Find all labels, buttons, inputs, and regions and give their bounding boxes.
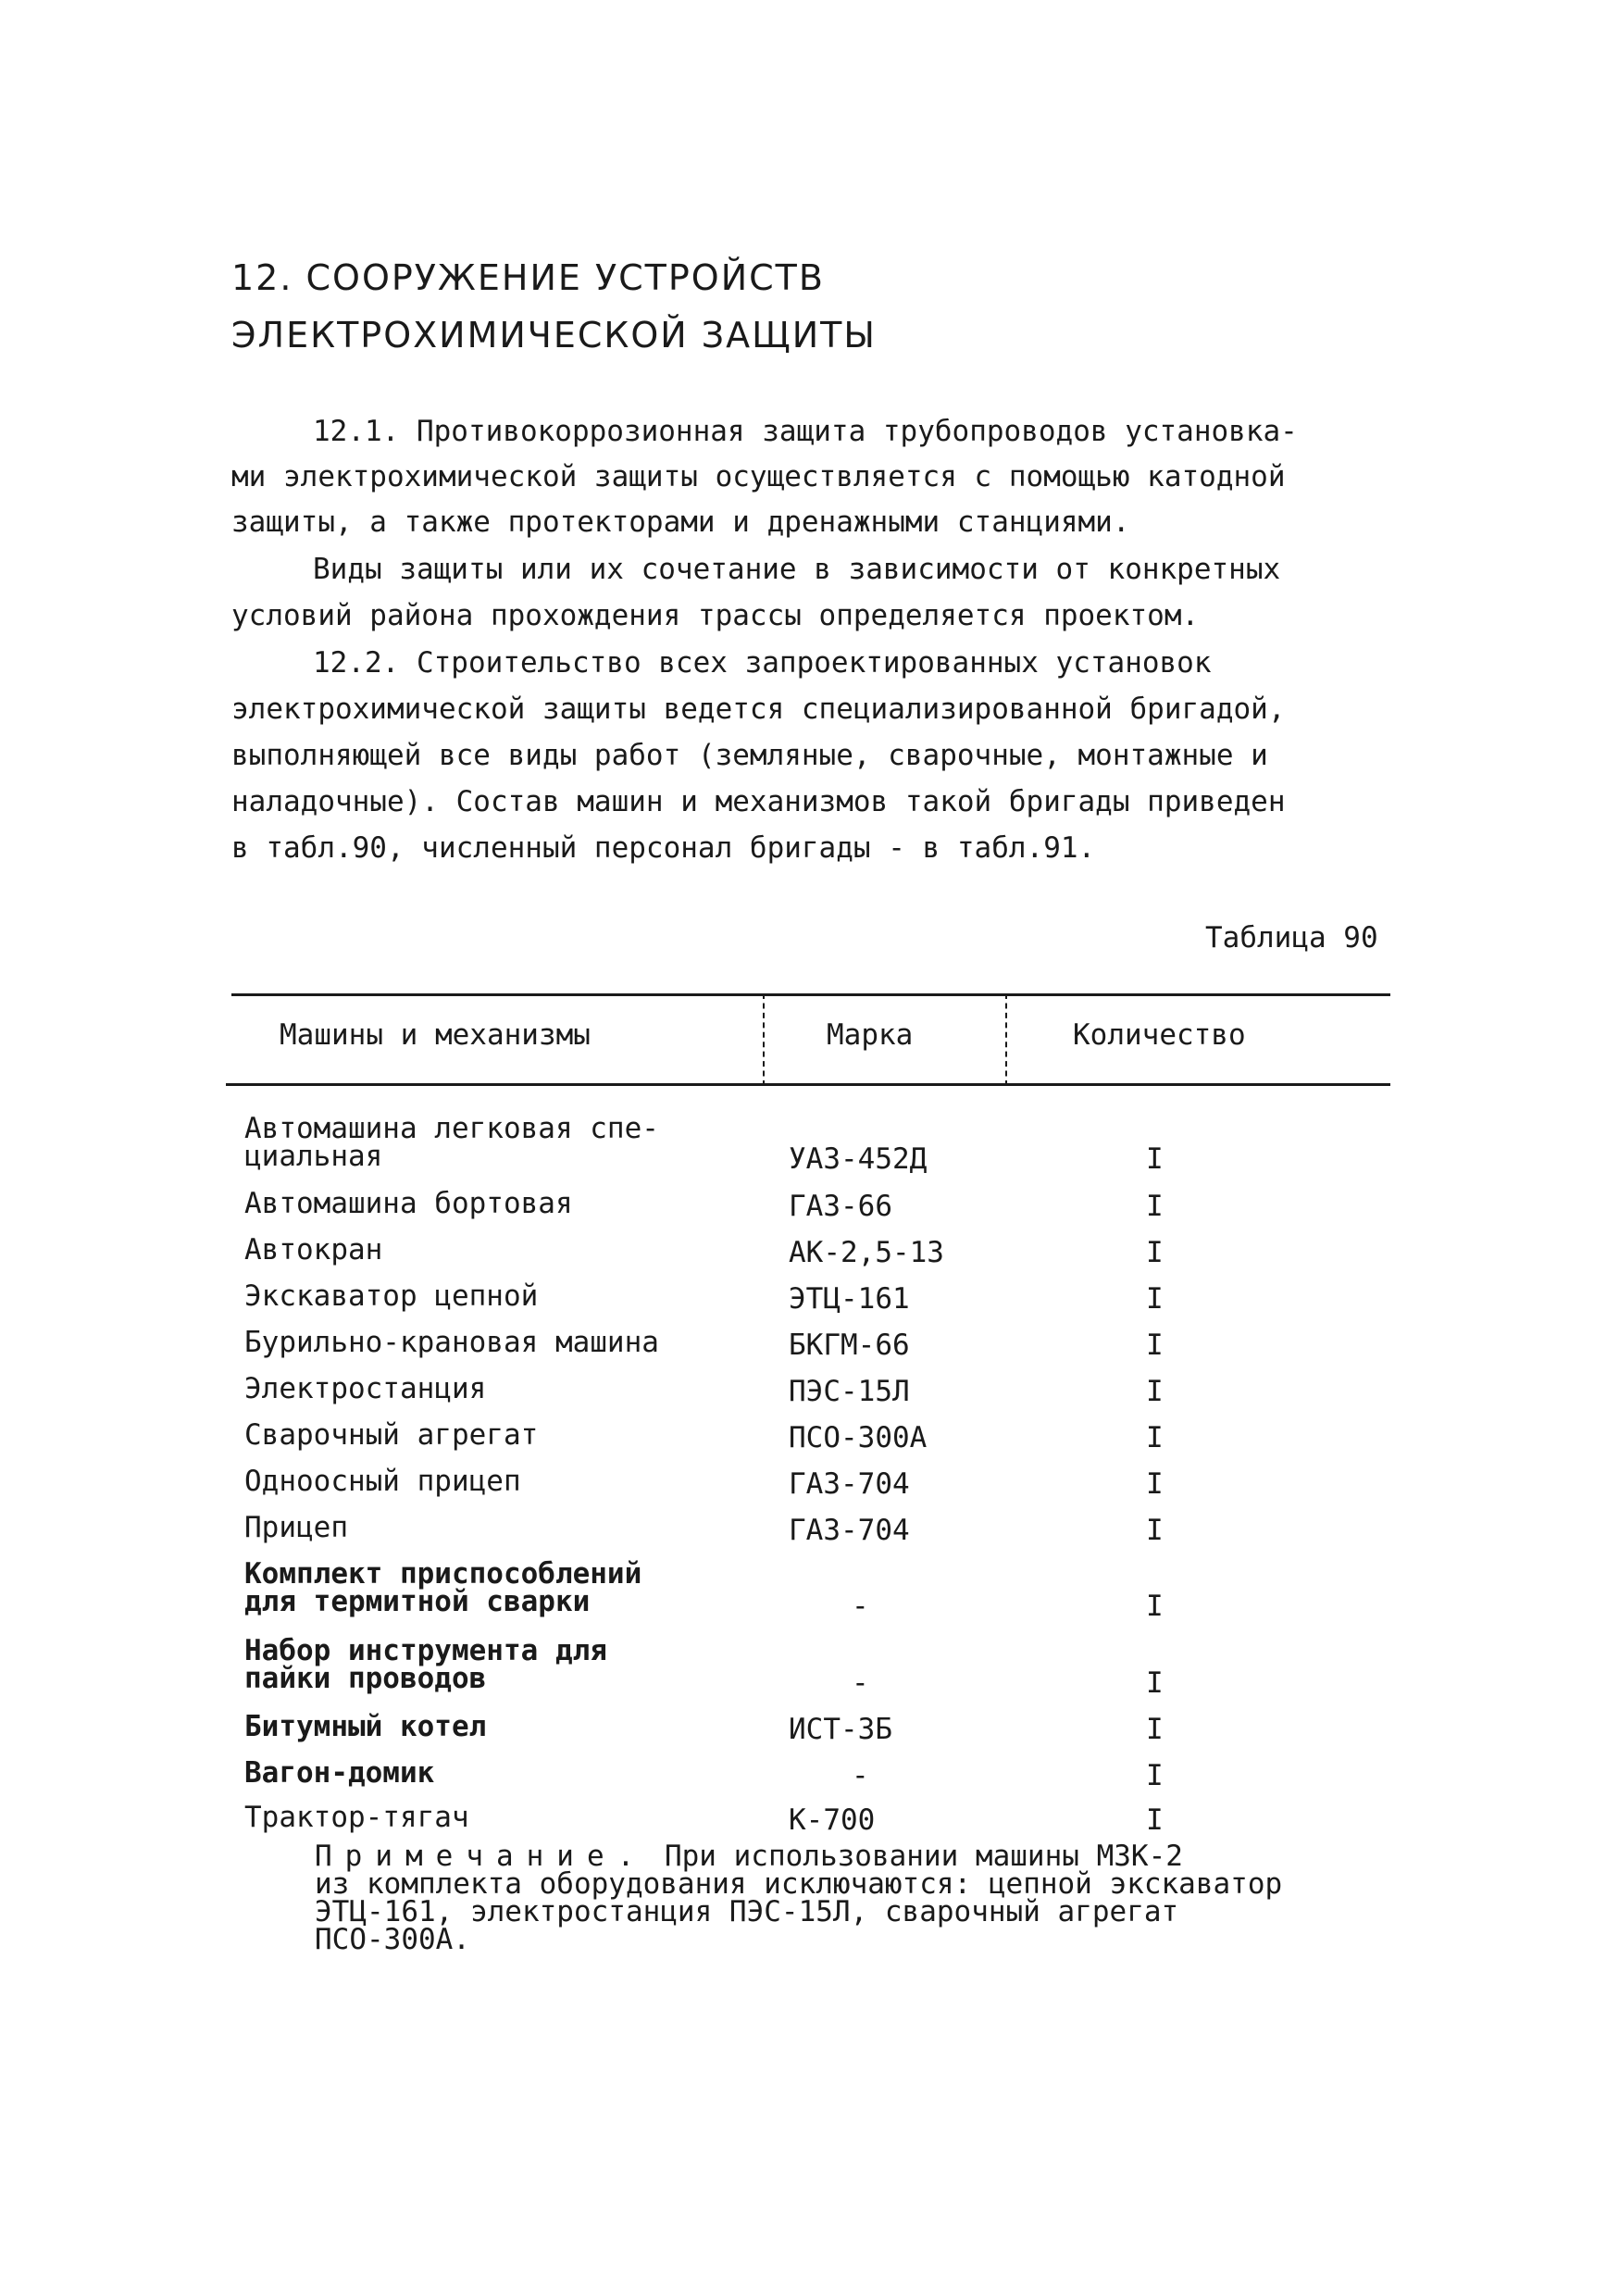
paragraph-12-2-line-2: электрохимической защиты ведется специализированной бригадой, (231, 693, 1286, 726)
table-cell-quantity: I (1146, 1236, 1164, 1269)
table-cell-name: Вагон-домик (244, 1756, 435, 1790)
table-cell-name: Экскаватор цепной (244, 1279, 539, 1313)
table-note (315, 1840, 1283, 1956)
table-cell-name: Сварочный агрегат (244, 1418, 539, 1452)
table-cell-quantity: I (1146, 1329, 1164, 1362)
note-line-2: из комплекта оборудования исключаются: цепной экскаватор (315, 1867, 1283, 1901)
table-cell-name (244, 1557, 642, 1618)
paragraph-12-1-line-1: 12.1. Противокоррозионная защита трубопроводов установка- (313, 415, 1298, 448)
paragraph-12-1-line-3: защиты, а также протекторами и дренажными станциями. (231, 505, 1130, 539)
table-cell-name-line: Набор инструмента для (244, 1634, 607, 1667)
table-cell-name: Одноосный прицеп (244, 1465, 521, 1498)
table-cell-mark: - (852, 1666, 869, 1700)
note-text: При использовании машины МЗК-2 (664, 1840, 1183, 1873)
table-cell-name-line: Автомашина легковая спе- (244, 1112, 659, 1145)
table-cell-name: Прицеп (244, 1511, 348, 1544)
note-label: Примечание. (315, 1840, 648, 1873)
table-cell-mark: ПЭС-15Л (789, 1375, 910, 1408)
table-cell-mark: АК-2,5-13 (789, 1236, 944, 1269)
table-cell-mark: ГАЗ-66 (789, 1190, 892, 1223)
column-header-machines: Машины и механизмы (280, 1018, 591, 1052)
table-cell-name: Электростанция (244, 1372, 487, 1405)
table-cell-name: Автокран (244, 1233, 383, 1267)
table-cell-quantity: I (1146, 1421, 1164, 1454)
table-cell-name-line: для термитной сварки (244, 1585, 591, 1618)
section-heading-line-2: ЭЛЕКТРОХИМИЧЕСКОЙ ЗАЩИТЫ (231, 315, 877, 356)
paragraph-types-line-1: Виды защиты или их сочетание в зависимости от конкретных (313, 553, 1281, 586)
table-cell-mark: ПСО-300А (789, 1421, 928, 1454)
table-cell-quantity: I (1146, 1759, 1164, 1792)
paragraph-12-2-line-4: наладочные). Состав машин и механизмов такой бригады приведен (231, 785, 1286, 818)
note-line-4: ПСО-300А. (315, 1923, 470, 1956)
note-line-1 (315, 1840, 1282, 1873)
table-cell-name (244, 1112, 659, 1173)
table-cell-quantity: I (1146, 1190, 1164, 1223)
table-cell-name: Битумный котел (244, 1710, 487, 1743)
paragraph-12-2-line-3: выполняющей все виды работ (земляные, сварочные, монтажные и (231, 739, 1268, 772)
column-header-mark: Марка (827, 1018, 914, 1052)
table-cell-mark: ЭТЦ-161 (789, 1282, 910, 1316)
table-cell-mark: ГАЗ-704 (789, 1467, 910, 1501)
paragraph-12-2-line-5: в табл.90, численный персонал бригады - в табл.91. (231, 831, 1096, 865)
table-cell-quantity: I (1146, 1666, 1164, 1700)
table-cell-quantity: I (1146, 1282, 1164, 1316)
table-cell-name-line: циальная (244, 1140, 383, 1173)
table-cell-name: Автомашина бортовая (244, 1187, 573, 1220)
table-column-separator (1005, 993, 1007, 1086)
table-cell-name: Бурильно-крановая машина (244, 1326, 659, 1359)
table-cell-mark: БКГМ-66 (789, 1329, 910, 1362)
table-cell-mark: ИСТ-3Б (789, 1713, 892, 1746)
table-cell-mark: УАЗ-452Д (789, 1142, 928, 1176)
table-column-separator (763, 993, 765, 1086)
table-cell-quantity: I (1146, 1467, 1164, 1501)
table-cell-quantity: I (1146, 1375, 1164, 1408)
table-cell-quantity: I (1146, 1142, 1164, 1176)
table-cell-mark: ГАЗ-704 (789, 1514, 910, 1547)
note-line-3: ЭТЦ-161, электростанция ПЭС-15Л, сварочный агрегат (315, 1895, 1179, 1928)
table-header-bottom-rule (226, 1083, 1390, 1086)
table-cell-name-line: Комплект приспособлений (244, 1557, 642, 1591)
table-cell-quantity: I (1146, 1713, 1164, 1746)
table-cell-mark: - (852, 1590, 869, 1623)
paragraph-types-line-2: условий района прохождения трассы определяется проектом. (231, 599, 1200, 632)
table-cell-quantity: I (1146, 1803, 1164, 1837)
table-cell-mark: К-700 (789, 1803, 876, 1837)
table-cell-name-line: пайки проводов (244, 1662, 487, 1695)
paragraph-12-2-line-1: 12.2. Строительство всех запроектированных установок (313, 646, 1212, 680)
column-header-quantity: Количество (1073, 1018, 1246, 1052)
table-cell-quantity: I (1146, 1514, 1164, 1547)
table-cell-quantity: I (1146, 1590, 1164, 1623)
table-cell-name: Трактор-тягач (244, 1801, 469, 1834)
table-title: Таблица 90 (1205, 921, 1378, 955)
table-cell-mark: - (852, 1759, 869, 1792)
table-cell-name (244, 1634, 607, 1695)
section-heading-line-1: 12. СООРУЖЕНИЕ УСТРОЙСТВ (231, 257, 825, 298)
paragraph-12-1-line-2: ми электрохимической защиты осуществляется с помощью катодной (231, 460, 1286, 493)
table-top-rule (231, 993, 1390, 996)
